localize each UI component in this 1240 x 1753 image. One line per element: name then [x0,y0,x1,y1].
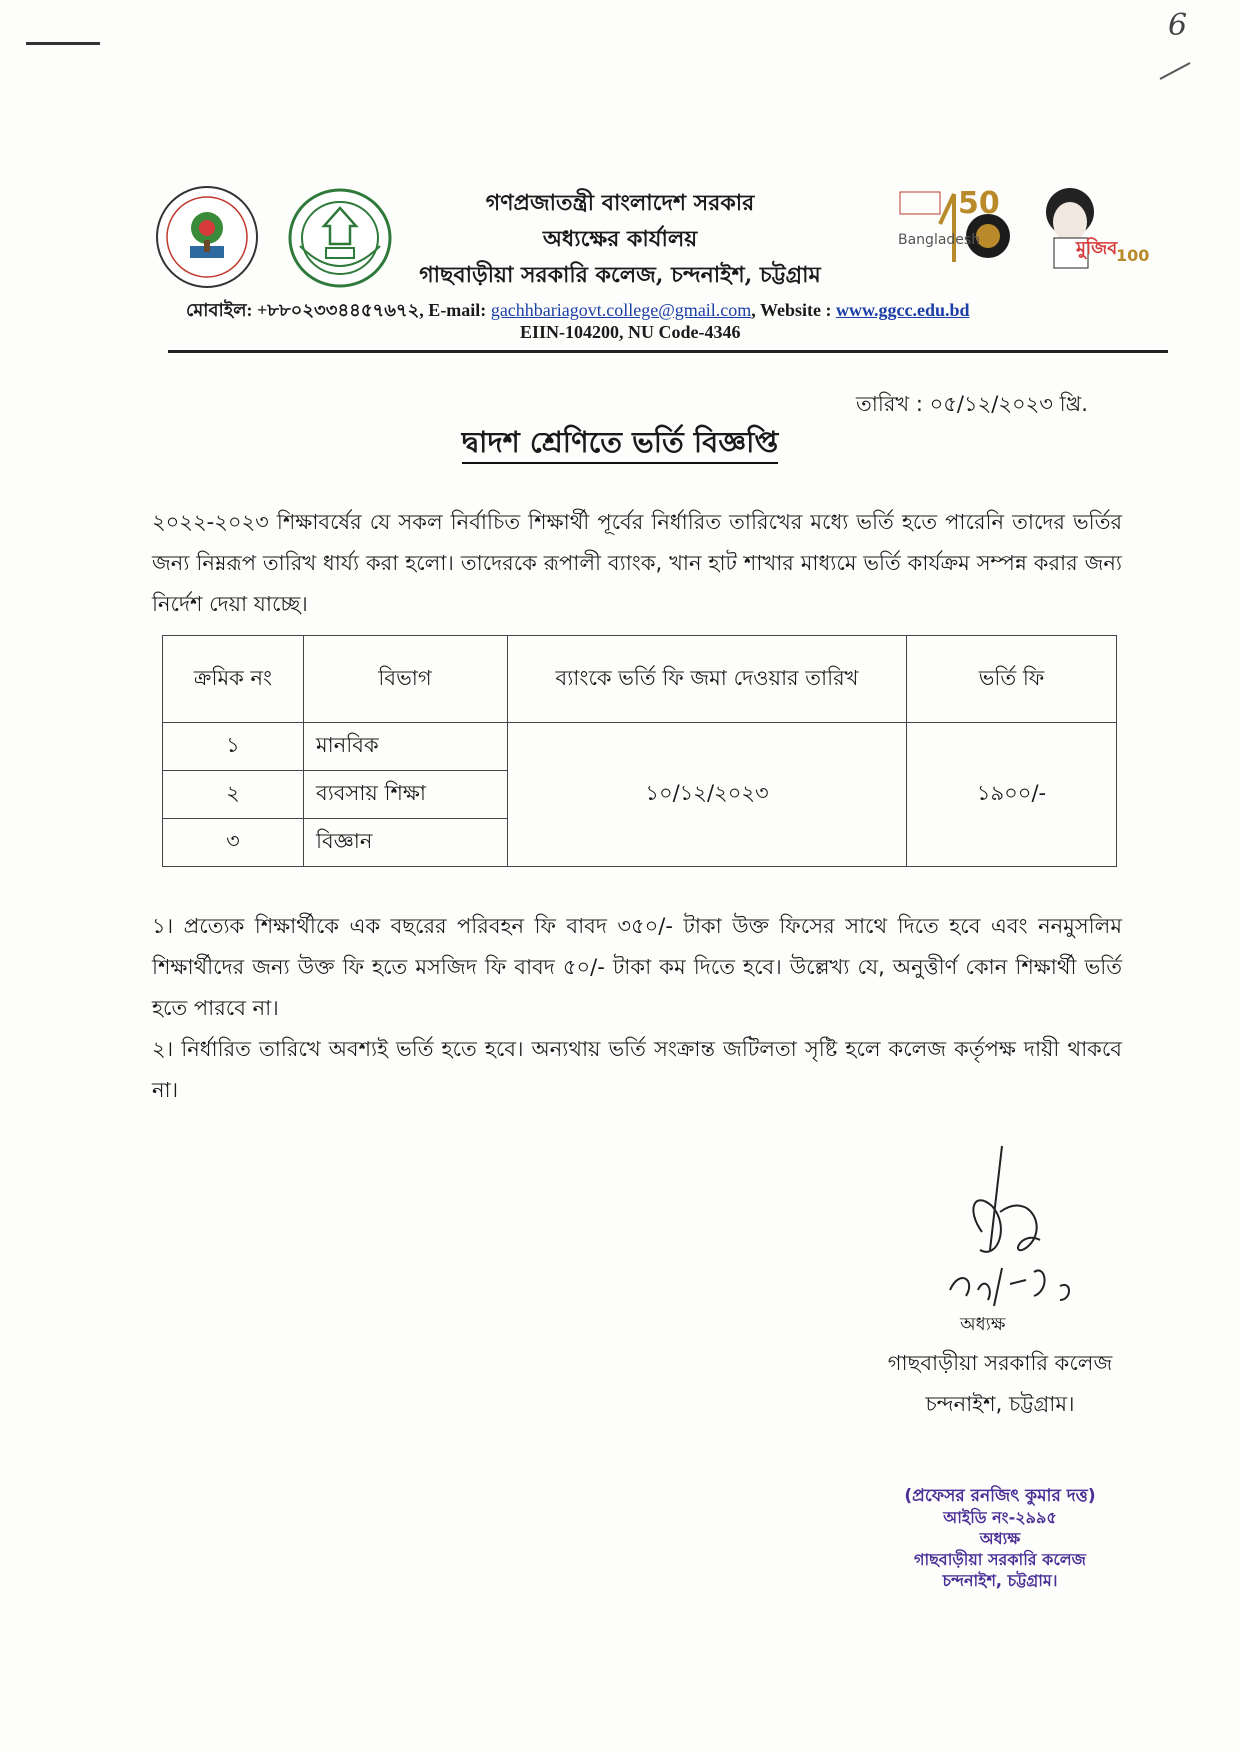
signatory-college: গাছবাড়ীয়া সরকারি কলেজ [887,1351,1113,1375]
signatory-location: চন্দনাইশ, চট্টগ্রাম। [925,1392,1075,1416]
page-tick-mark [1160,62,1191,80]
header-fee: ভর্তি ফি [907,636,1117,723]
official-seal [860,1486,1140,1591]
admission-table [162,635,1117,867]
header-divider [168,350,1168,353]
row-department: বিজ্ঞান [304,819,508,867]
header-department: বিভাগ [304,636,508,723]
header-serial: ক্রমিক নং [163,636,304,723]
notes [152,906,1122,1111]
fee-cell: ১৯০০/- [907,723,1117,867]
row-department: ব্যবসায় শিক্ষা [304,771,508,819]
table-header-row [163,636,1117,723]
eiin-code: EIIN-104200, NU Code-4346 [520,322,741,342]
bangladesh-50-logo-icon [896,184,1014,274]
scan-mark [26,42,100,45]
notice-title-text: দ্বাদশ শ্রেণিতে ভর্তি বিজ্ঞপ্তি [462,425,778,464]
note-2: ২। নির্ধারিত তারিখে অবশ্যই ভর্তি হতে হবে। অন্যথায় ভর্তি সংক্রান্ত জটিলতা সৃষ্টি হলে কলেজ কর্তৃপক্ষ দায়ী থাকবে না। [152,1037,1122,1102]
note-1: ১। প্রত্যেক শিক্ষার্থীকে এক বছরের পরিবহন ফি বাবদ ৩৫০/- টাকা উক্ত ফিসের সাথে দিতে হবে এবং ননমুসলিম শিক্ষার্থীদের জন্য উক্ত ফি হতে মসজিদ ফি বাবদ ৫০/- টাকা কম দিতে হবে। উল্লেখ্য যে, অনুত্তীর্ণ কোন শিক্ষার্থী ভর্তি হতে পারবে না। [152,914,1122,1020]
mujib-100-number: 100 [1116,246,1150,265]
table-row [163,723,1117,771]
mobile-label: মোবাইল: +৮৮০২৩৩৪৪৫৭৬৭২, E-mail: [186,300,487,320]
website-link[interactable]: www.ggcc.edu.bd [835,300,970,320]
bangladesh-50-number: 50 [958,186,1000,221]
website-label: , Website : [751,300,832,320]
stamp-role: অধ্যক্ষ [979,1529,1021,1548]
notice-title [360,420,880,469]
row-serial: ৩ [163,819,304,867]
header-deposit-date: ব্যাংকে ভর্তি ফি জমা দেওয়ার তারিখ [508,636,907,723]
office-heading: অধ্যক্ষের কার্যালয় [542,226,698,252]
mujib-100-logo-icon [1030,178,1150,274]
email-link[interactable]: gachhbariagovt.college@gmail.com [490,300,752,320]
row-serial: ১ [163,723,304,771]
row-serial: ২ [163,771,304,819]
signatory-title: অধ্যক্ষ [960,1314,1006,1335]
stamp-name: (প্রফেসর রনজিৎ কুমার দত্ত) [904,1486,1096,1506]
bangladesh-logo-text: Bangladesh [898,232,981,248]
row-department: মানবিক [304,723,508,771]
government-heading: গণপ্রজাতন্ত্রী বাংলাদেশ সরকার [485,190,755,216]
stamp-location: চন্দনাইশ, চট্টগ্রাম। [942,1571,1058,1590]
stamp-id: আইডি নং-২৯৯৫ [943,1508,1057,1527]
intro-paragraph: ২০২২-২০২৩ শিক্ষাবর্ষের যে সকল নির্বাচিত শিক্ষার্থী পূর্বের নির্ধারিত তারিখের মধ্যে ভর্তি হতে পারেনি তাদের ভর্তির জন্য নিম্নরূপ তারিখ ধার্য্য করা হলো। তাদেরকে রূপালী ব্যাংক, খান হাট শাখার মাধ্যমে ভর্তি কার্যক্রম সম্পন্ন করার জন্য নির্দেশ দেয়া যাচ্ছে। [152,510,1122,616]
college-heading: গাছবাড়ীয়া সরকারি কলেজ, চন্দনাইশ, চট্টগ্রাম [419,262,821,288]
deposit-date-cell: ১০/১২/২০২৩ [508,723,907,867]
stamp-college: গাছবাড়ীয়া সরকারি কলেজ [913,1550,1086,1569]
education-ministry-logo-icon [154,184,260,290]
page-number: 6 [1168,8,1188,43]
notice-date: তারিখ : ০৫/১২/২০২৩ খ্রি. [856,392,1088,416]
mujib-logo-text: মুজিব [1076,238,1118,259]
signature-scribble [930,1140,1100,1320]
